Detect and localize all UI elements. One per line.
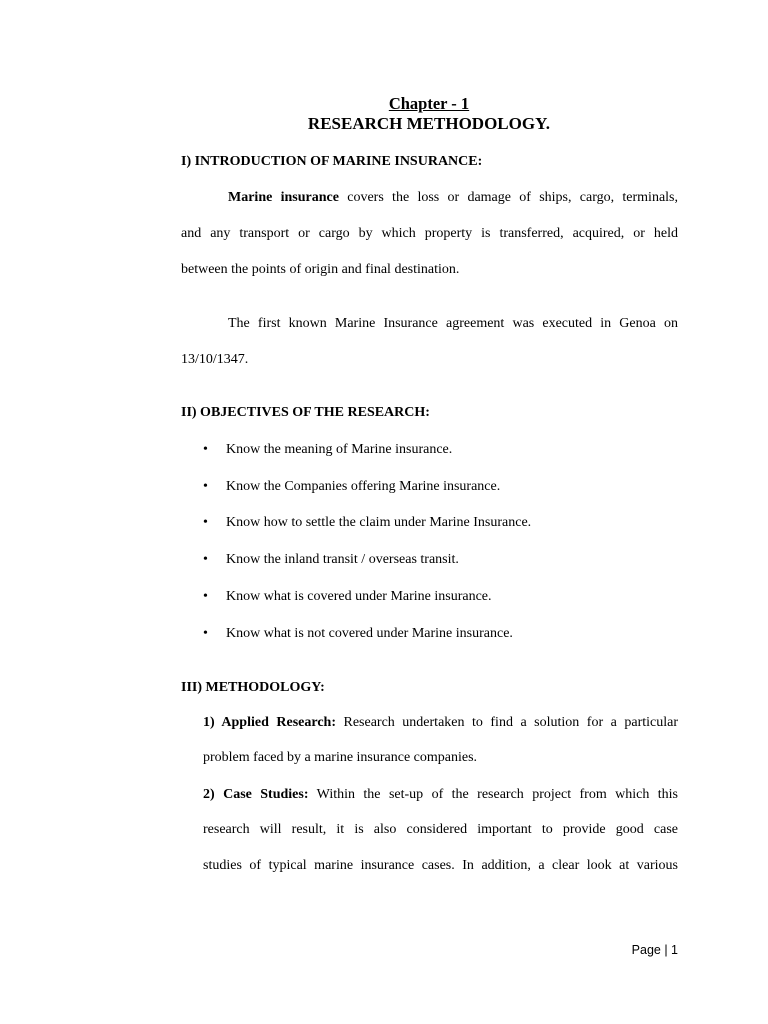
case-studies-line-1 [203,787,678,803]
objective-list-item [203,479,500,495]
bullet-icon: • [203,442,208,457]
intro-paragraph-line-2: and any transport or cargo by which property is transferred, acquired, or held [181,226,678,241]
objective-text: Know what is covered under Marine insurance. [226,589,492,604]
case-studies-text: Within the set-up of the research project from which this [308,787,678,802]
objective-list-item [203,515,531,531]
page-number: Page | 1 [631,943,678,957]
applied-research-label: 1) Applied Research: [203,715,336,730]
objective-text: Know what is not covered under Marine insurance. [226,626,513,641]
bullet-icon: • [203,479,208,494]
applied-research-line-1 [203,715,678,731]
intro-paragraph-line-3: between the points of origin and final destination. [181,262,460,277]
objective-text: Know the inland transit / overseas transit. [226,552,459,567]
page-title: RESEARCH METHODOLOGY. [307,114,551,133]
marine-insurance-term: Marine insurance [228,190,339,205]
bullet-icon: • [203,626,208,641]
objective-text: Know the Companies offering Marine insurance. [226,479,501,494]
objective-list-item [203,626,513,642]
case-studies-line-3: studies of typical marine insurance cases. In addition, a clear look at various [203,858,678,873]
section-heading-introduction: I) INTRODUCTION OF MARINE INSURANCE: [181,154,483,169]
bullet-icon: • [203,515,208,530]
section-heading-methodology: III) METHODOLOGY: [181,680,325,695]
intro-paragraph-line-1 [228,190,678,206]
intro-line-1-text: covers the loss or damage of ships, cargo, terminals, [338,190,679,205]
objective-text: Know the meaning of Marine insurance. [226,442,453,457]
bullet-icon: • [203,552,208,567]
applied-research-line-2: problem faced by a marine insurance companies. [203,750,478,765]
case-studies-line-2: research will result, it is also considered important to provide good case [203,822,678,837]
history-paragraph-line-2: 13/10/1347. [181,352,249,367]
objective-text: Know how to settle the claim under Marine Insurance. [226,515,532,530]
applied-research-text: Research undertaken to find a solution for a particular [335,715,678,730]
objective-list-item [203,552,459,568]
section-heading-objectives: II) OBJECTIVES OF THE RESEARCH: [181,405,430,420]
chapter-label: Chapter - 1 [388,94,470,113]
objective-list-item [203,589,492,605]
objective-list-item [203,442,452,458]
bullet-icon: • [203,589,208,604]
history-paragraph-line-1: The first known Marine Insurance agreement was executed in Genoa on [228,316,678,331]
case-studies-label: 2) Case Studies: [203,787,309,802]
